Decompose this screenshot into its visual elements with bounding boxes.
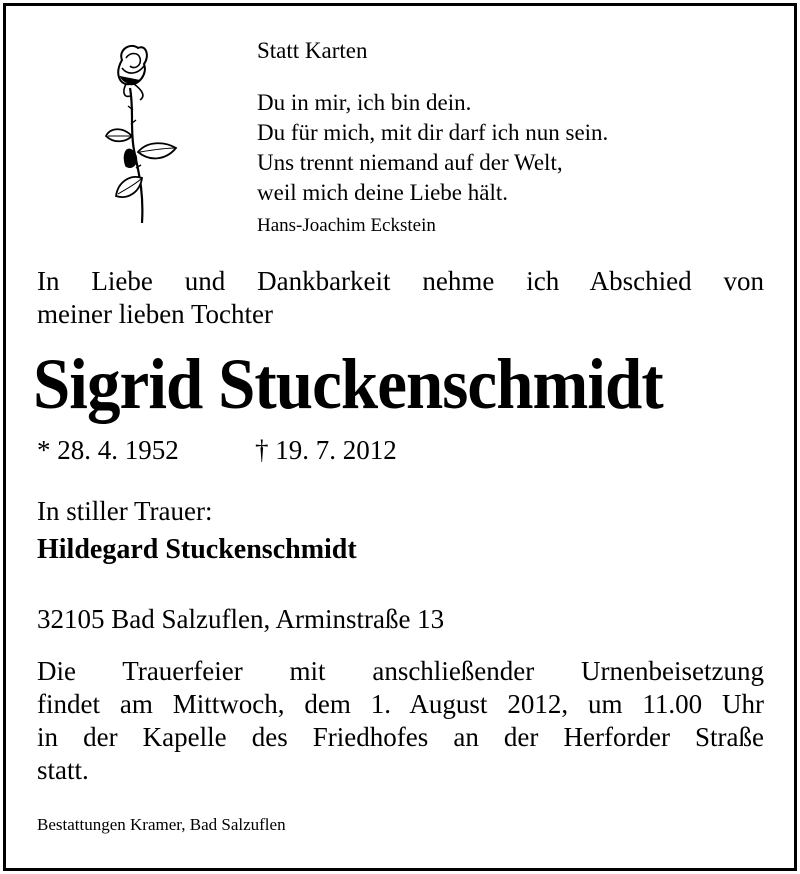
poem-line: Uns trennt niemand auf der Welt,	[257, 150, 563, 175]
mourner-name: Hildegard Stuckenschmidt	[37, 534, 357, 565]
mourner-address: 32105 Bad Salzuflen, Arminstraße 13	[37, 604, 445, 634]
ceremony-line: in der Kapelle des Friedhofes an der Herforder Straße	[37, 722, 764, 752]
poem-line: Du in mir, ich bin dein.	[257, 90, 472, 115]
poem-line: weil mich deine Liebe hält.	[257, 180, 508, 205]
deceased-name: Sigrid Stuckenschmidt	[33, 344, 663, 424]
ceremony-line: Die Trauerfeier mit anschließender Urnenbeisetzung	[37, 656, 764, 686]
statt-karten: Statt Karten	[257, 38, 368, 63]
lead-line: meiner lieben Tochter	[37, 299, 274, 329]
ceremony-line: statt.	[37, 755, 89, 785]
undertaker: Bestattungen Kramer, Bad Salzuflen	[37, 815, 286, 834]
poem-author: Hans-Joachim Eckstein	[257, 215, 436, 236]
poem-line: Du für mich, mit dir darf ich nun sein.	[257, 120, 609, 145]
death-date: † 19. 7. 2012	[255, 435, 397, 465]
ceremony-info	[37, 655, 764, 787]
mourning-label: In stiller Trauer:	[37, 496, 213, 526]
ceremony-line: findet am Mittwoch, dem 1. August 2012, um 11.00 Uhr	[37, 689, 764, 719]
rose-icon	[100, 40, 190, 225]
lead-line: In Liebe und Dankbarkeit nehme ich Abschied von	[37, 266, 764, 296]
lead-text	[37, 265, 764, 331]
birth-date: * 28. 4. 1952	[37, 435, 179, 465]
